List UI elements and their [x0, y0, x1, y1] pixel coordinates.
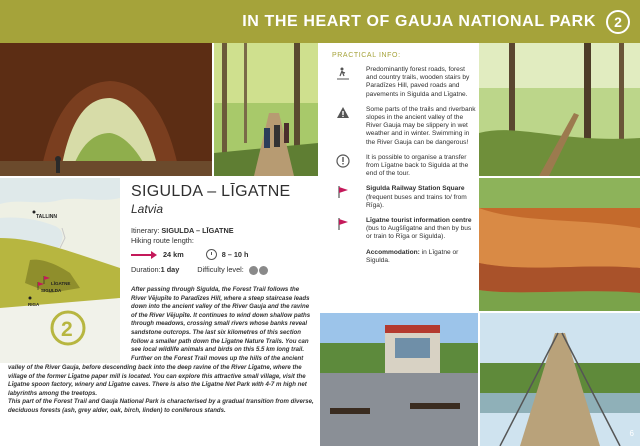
section-number-badge: 2: [606, 10, 630, 34]
info-icon: [336, 154, 350, 168]
info-item-ligatne-centre: [324, 217, 476, 242]
description-paragraph-3: This part of the Forest Trail and Gauja National Park is characterised by a gradual transition from diverse, deciduous forests (ash, grey alder, oak, birch, linden) to coniferous stands.: [8, 398, 314, 414]
route-map: [0, 178, 120, 363]
riga-marker: [29, 297, 32, 300]
route-time: 8 – 10 h: [221, 249, 249, 259]
flag-icon: [336, 185, 350, 199]
info-text-transfer: It is possible to organise a transfer from Līgatne back to Sigulda at the end of the tour.: [366, 153, 469, 178]
forest-hikers-photo: [214, 43, 318, 176]
info-item-warning: [324, 106, 476, 147]
warning-icon: [336, 106, 350, 120]
sandstone-outcrop-photo: [479, 178, 640, 311]
info-item-terrain: [324, 66, 476, 99]
riga-label: RIGA: [28, 302, 40, 307]
flag-icon: [336, 217, 350, 231]
info-bold-ligatne-centre: Līgatne tourist information centre: [366, 217, 472, 225]
route-summary: [131, 183, 316, 275]
itinerary-value: SIGULDA – LĪGATNE: [161, 226, 234, 235]
route-length-label: Hiking route length:: [131, 236, 194, 245]
info-bold-sigulda-station: Sigulda Railway Station Square: [366, 185, 465, 193]
info-item-accommodation: [324, 249, 476, 265]
distance-time-row: [131, 249, 316, 260]
difficulty-dot-icon: [249, 266, 258, 275]
river-stairs-photo: [479, 43, 640, 176]
route-country: Latvia: [131, 202, 164, 216]
info-item-sigulda-station: [324, 185, 476, 210]
ligatne-label: LĪGATNE: [51, 281, 71, 286]
cave-photo: [0, 43, 212, 176]
route-title: SIGULDA – LĪGATNE: [131, 183, 291, 200]
duration-label: Duration:: [131, 265, 161, 274]
terrain-icon: [336, 66, 350, 80]
info-text-ligatne-centre: (bus to Augšlīgatne and then by bus or train to Rīga or Sigulda).: [366, 225, 472, 241]
practical-info-panel: [324, 45, 476, 307]
suspension-bridge-photo: [480, 313, 640, 446]
duration-difficulty-row: [131, 265, 316, 275]
tallinn-label: TALLINN: [36, 214, 58, 220]
route-number: 2: [61, 318, 73, 341]
description-paragraph-1: After passing through Sigulda, the Forest Trail follows the River Vējupīte to Paradīzes Hill, where a steep staircase leads down into the ancient valley of the River Gauja and the ravine of the River Vējupīte. It continues to wind down shallow paths through meadows, crossing small rivers whose banks reveal sandstone outcrops. The last six kilometres of this section follow a smaller path down the Līgatne Nature Trails. You can see local wildlife animals and birds on this 5.5 km long trail. Further on the Forest Trail moves up the hills of the ancient: [131, 286, 311, 362]
difficulty-indicator: [249, 266, 269, 275]
info-item-transfer: [324, 154, 476, 179]
page-header: [0, 0, 640, 43]
sigulda-label: SIGULDA: [41, 288, 62, 293]
info-bold-accommodation: Accommodation:: [366, 248, 420, 256]
itinerary-label: Itinerary:: [131, 226, 162, 235]
difficulty-label: Difficulty level:: [197, 265, 244, 274]
practical-info-heading: PRACTICAL INFO:: [332, 52, 401, 59]
itinerary-line: [131, 226, 316, 236]
duration-value: 1 day: [160, 265, 180, 274]
route-distance: 24 km: [163, 249, 184, 259]
page-number: 6: [629, 429, 634, 438]
page-title: IN THE HEART OF GAUJA NATIONAL PARK: [242, 12, 596, 30]
info-text-terrain: Predominantly forest roads, forest and country trails, wooden stairs by Paradīzes Hill, paved roads and pavements in Sigulda and Līgatne.: [366, 66, 470, 98]
description-paragraph-2: valley of the River Gauja, before descending back into the deep ravine of the River Līgatne, where the village of the former Līgatne paper mill is located. You can explore this attractive small village, visit the Līgatne spoon factory, winery and Līgatne caves. There is also the Līgatne Net Park with 4-7 m high net labyrinths among the treetops.: [8, 364, 307, 397]
ligatne-building-photo: [320, 313, 478, 446]
info-text-sigulda-station: (frequent buses and trains to/ from Rīga).: [366, 193, 467, 209]
info-text-warning: Some parts of the trails and riverbank slopes in the ancient valley of the River Gauja may be slippery in wet weather and in winter. Swimming in the River Gauja can be dangerous!: [366, 105, 476, 146]
route-arrow-icon: [131, 251, 157, 259]
info-text-accommodation: in Līgatne or Sigulda.: [366, 248, 459, 264]
description-continued: [8, 364, 316, 416]
difficulty-dot-icon: [259, 266, 268, 275]
clock-icon: [206, 249, 217, 260]
